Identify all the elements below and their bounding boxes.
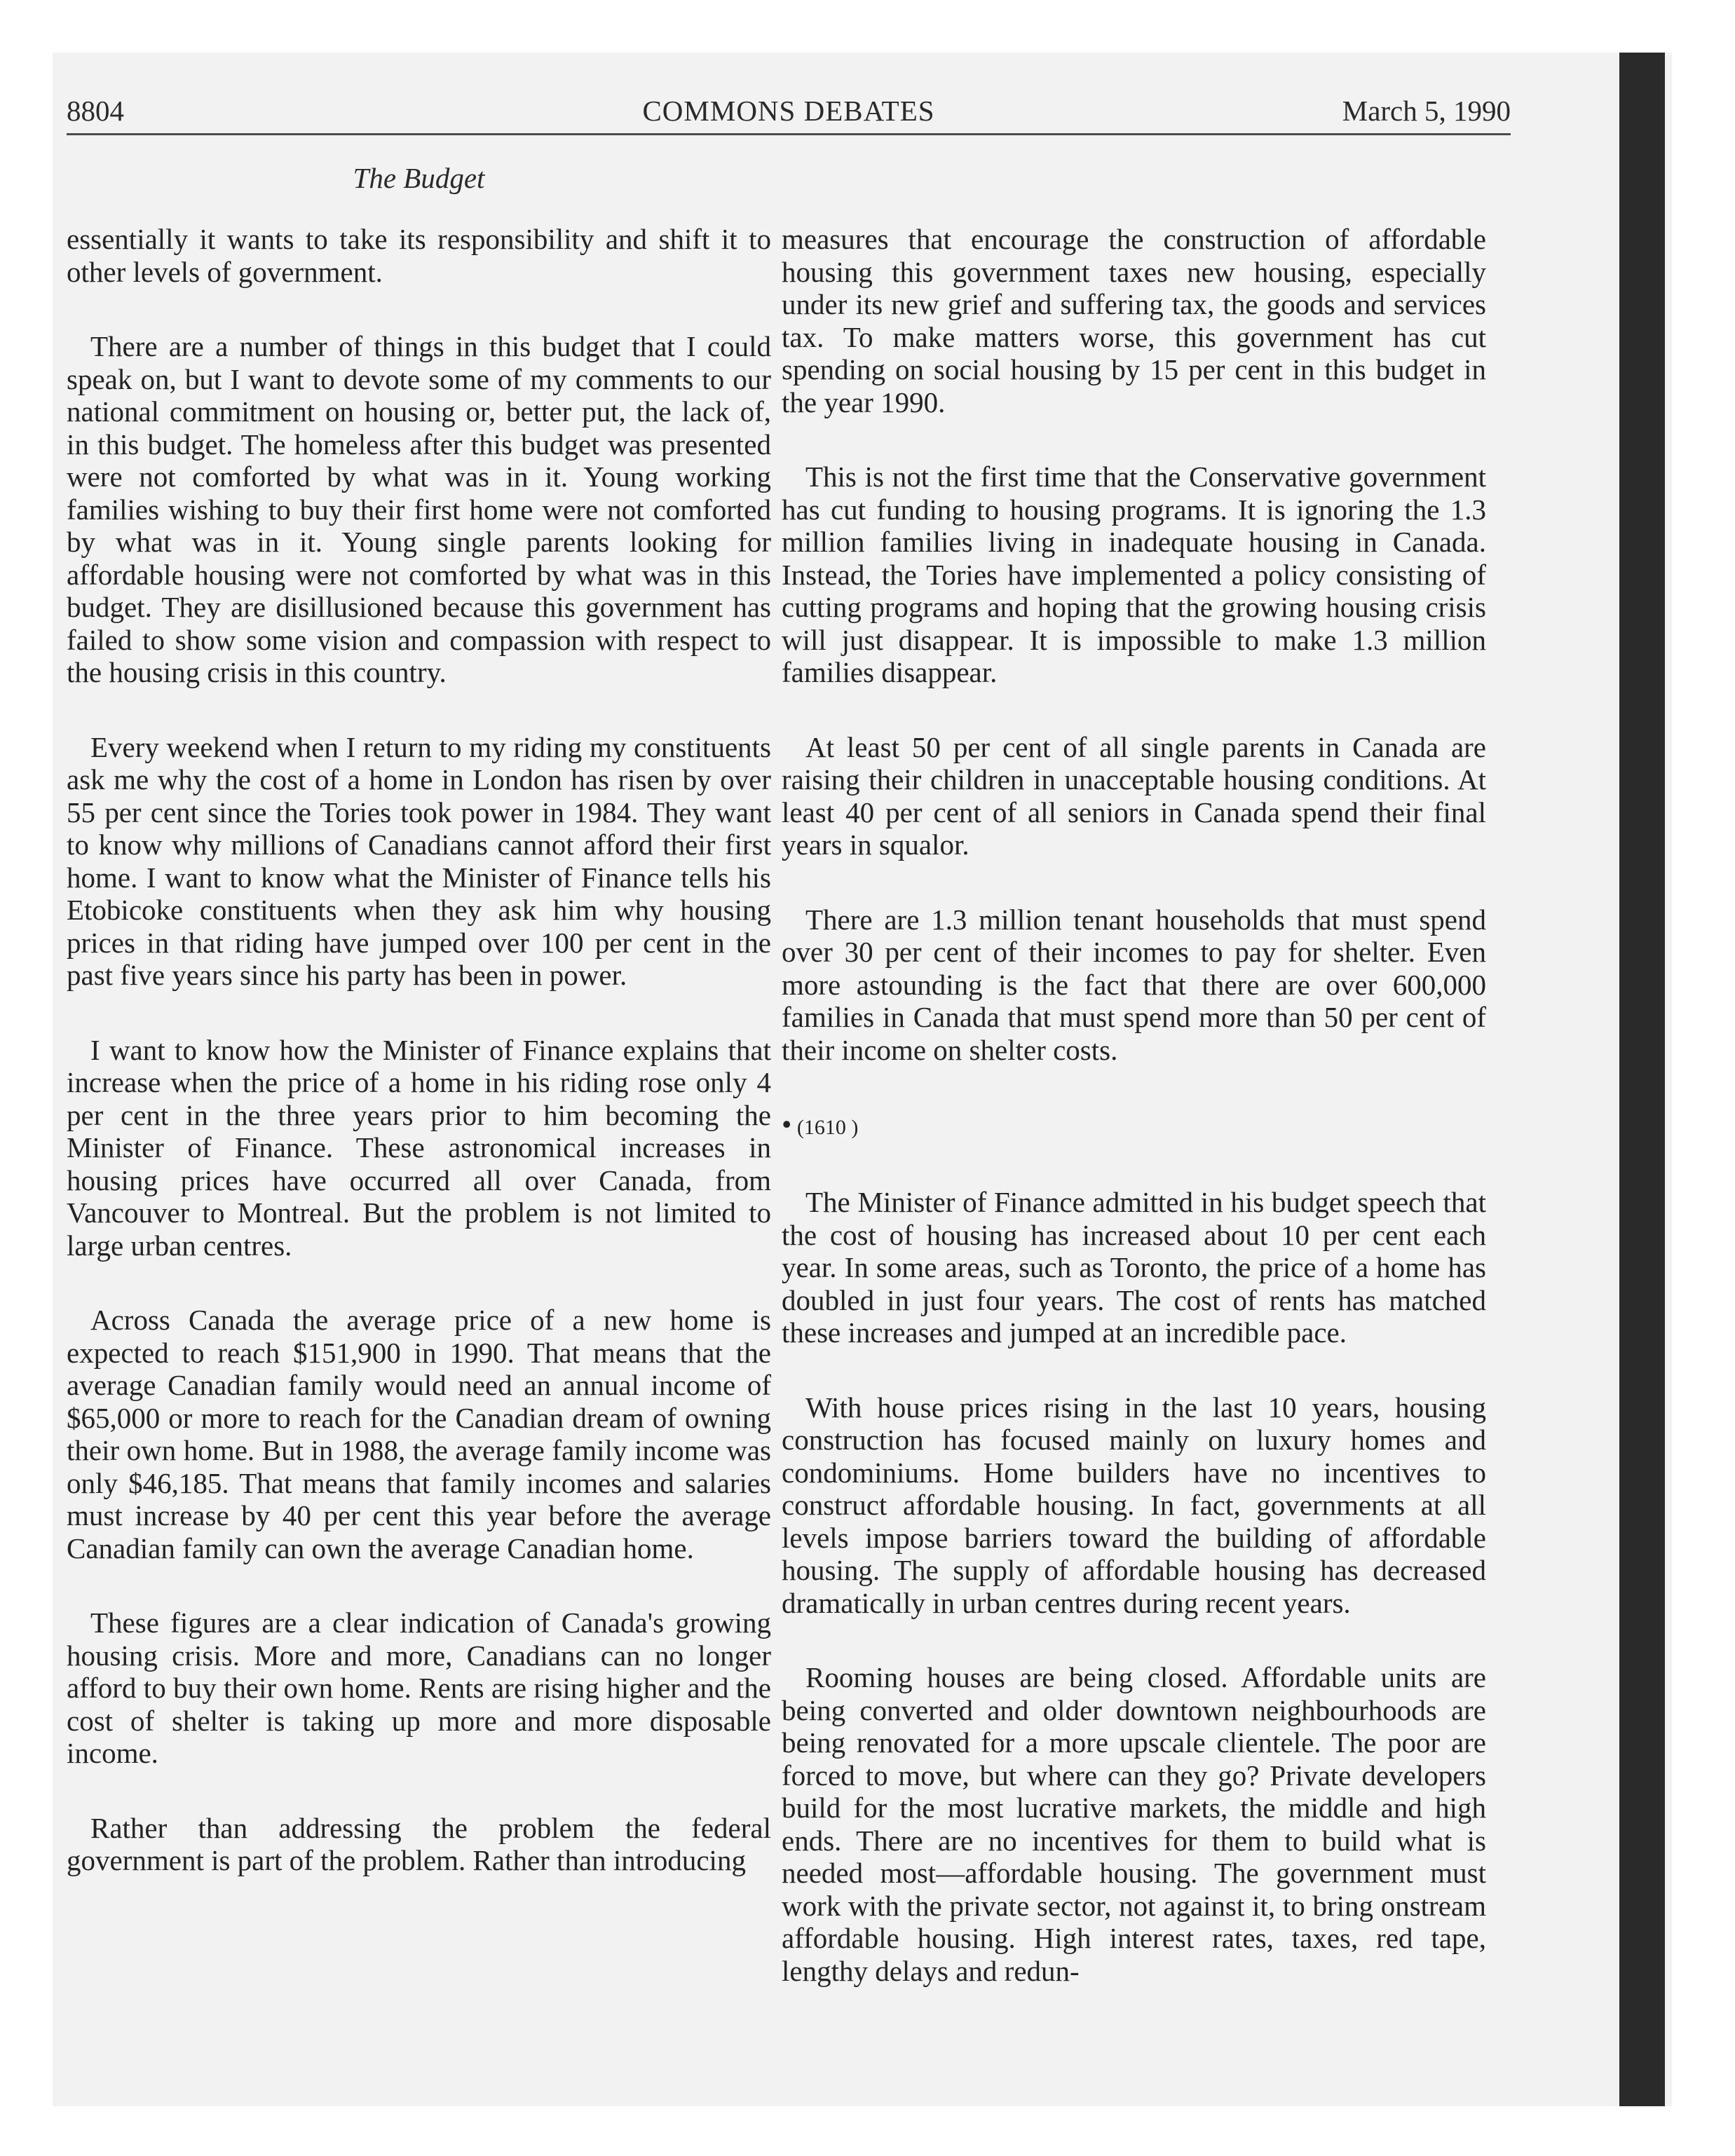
time-marker-text: (1610 ) (796, 1116, 859, 1139)
paragraph: The Minister of Finance admitted in his budget speech that the cost of housing has increased about 10 per cent each year. In some areas, such as Toronto, the price of a home has doubled in just four years. The cost of rents has matched these increases and jumped at an incredible pace. (782, 1186, 1486, 1349)
paragraph: Across Canada the average price of a new home is expected to reach $151,900 in 1990. That means that the average Canadian family would need an annual income of $65,000 or more to reach for the Canadian dream of owning their own home. But in 1988, the average family income was only $46,185. That means that family incomes and salaries must increase by 40 per cent this year before the average Canadian family can own the average Canadian home. (67, 1304, 771, 1564)
paragraph: Rooming houses are being closed. Affordable units are being converted and older downtown neighbourhoods are being renovated for a more upscale clientele. The poor are forced to move, but where can they go? Private developers build for the most lucrative markets, the middle and high ends. There are no incentives for them to build what is needed most—affordable housing. The government must work with the private sector, not against it, to bring onstream affordable housing. High interest rates, taxes, red tape, lengthy delays and redun- (782, 1661, 1486, 1987)
paragraph: There are 1.3 million tenant households that must spend over 30 per cent of their incomes to pay for shelter. Even more astounding is the fact that there are over 600,000 families in Canada that must spend more than 50 per cent of their income on shelter costs. (782, 903, 1486, 1066)
section-title: The Budget (353, 162, 485, 194)
time-marker (782, 1108, 1486, 1144)
paragraph: I want to know how the Minister of Finance explains that increase when the price of a home in his riding rose only 4 per cent in the three years prior to him becoming the Minister of Finance. These astronomical increases in housing prices have occurred all over Canada, from Vancouver to Montreal. But the problem is not limited to large urban centres. (67, 1033, 771, 1262)
page-header (67, 91, 1511, 135)
publication-date: March 5, 1990 (1342, 95, 1511, 127)
publication-title: COMMONS DEBATES (642, 95, 935, 127)
paragraph: These figures are a clear indication of Canada's growing housing crisis. More and more, Canadians can no longer afford to buy their own home. Rents are rising higher and the cost of shelter is taking up more and more disposable income. (67, 1606, 771, 1769)
paragraph: There are a number of things in this budget that I could speak on, but I want to devote some of my comments to our national commitment on housing or, better put, the lack of, in this budget. The homeless after this budget was presented were not comforted by what was in it. Young working families wishing to buy their first home were not comforted by what was in it. Young single parents looking for affordable housing were not comforted by what was in this budget. They are disillusioned because this government has failed to show some vision and compassion with respect to the housing crisis in this country. (67, 330, 771, 688)
paragraph: essentially it wants to take its responsibility and shift it to other levels of government. (67, 223, 771, 288)
bullet-icon: • (782, 1108, 792, 1140)
paragraph: Every weekend when I return to my riding my constituents ask me why the cost of a home in London has risen by over 55 per cent since the Tories took power in 1984. They want to know why millions of Canadians cannot afford their first home. I want to know what the Minister of Finance tells his Etobicoke constituents when they ask him why housing prices in that riding have jumped over 100 per cent in the past five years since his party has been in power. (67, 730, 771, 991)
paragraph: This is not the first time that the Conservative government has cut funding to housing programs. It is ignoring the 1.3 million families living in inadequate housing in Canada. Instead, the Tories have implemented a policy consisting of cutting programs and hoping that the growing housing crisis will just disappear. It is impossible to make 1.3 million families disappear. (782, 460, 1486, 688)
binding-edge (1619, 53, 1665, 2106)
paragraph: Rather than addressing the problem the federal government is part of the problem. Rather than introducing (67, 1811, 771, 1876)
right-column (782, 223, 1486, 2029)
paragraph: At least 50 per cent of all single parents in Canada are raising their children in unacceptable housing conditions. At least 40 per cent of all seniors in Canada spend their final years in squalor. (782, 730, 1486, 861)
page-number: 8804 (67, 95, 124, 127)
paragraph: With house prices rising in the last 10 years, housing construction has focused mainly on luxury homes and condominiums. Home builders have no incentives to construct affordable housing. In fact, governments at all levels impose barriers toward the building of affordable housing. The supply of affordable housing has decreased dramatically in urban centres during recent years. (782, 1391, 1486, 1619)
left-column (67, 223, 771, 1919)
paragraph: measures that encourage the construction of affordable housing this government taxes new housing, especially under its new grief and suffering tax, the goods and services tax. To make matters worse, this government has cut spending on social housing by 15 per cent in this budget in the year 1990. (782, 223, 1486, 418)
